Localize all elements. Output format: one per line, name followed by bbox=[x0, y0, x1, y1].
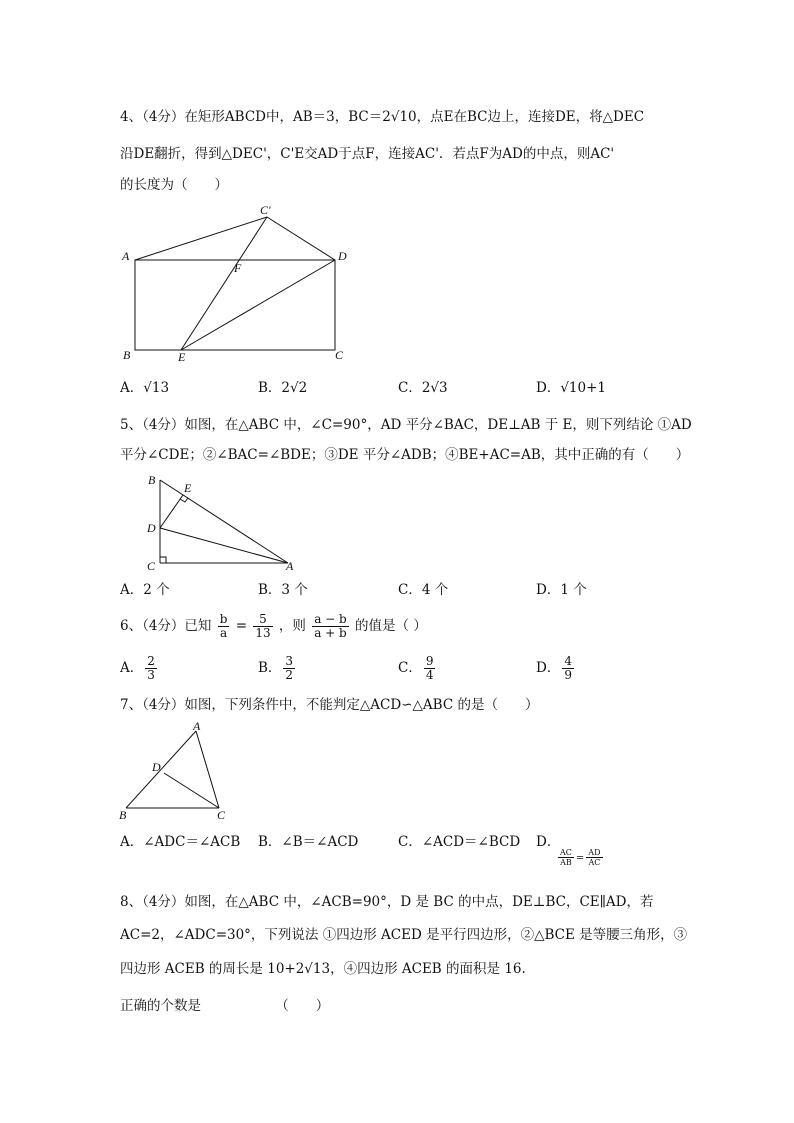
q7-option-b: B．∠B＝∠ACD bbox=[258, 834, 359, 850]
q4-option-a: A．√13 bbox=[120, 380, 170, 396]
segment-da bbox=[160, 528, 288, 563]
q6-mid: ，则 bbox=[278, 618, 306, 634]
q5-option-c: C．4 个 bbox=[398, 582, 449, 598]
label-c: C bbox=[217, 808, 226, 822]
q6-option-c bbox=[398, 651, 437, 685]
label-b: B bbox=[119, 808, 127, 822]
denominator: 3 bbox=[147, 668, 155, 682]
label-b: B bbox=[148, 473, 156, 487]
q4-option-b: B．2√2 bbox=[258, 380, 308, 396]
q6-suffix: 的值是（ ） bbox=[355, 618, 427, 634]
segment-ab bbox=[126, 731, 196, 808]
q7-option-c: C．∠ACD＝∠BCD bbox=[398, 834, 521, 850]
numerator: 5 bbox=[253, 613, 272, 627]
q7-option-d-equation bbox=[556, 845, 605, 871]
q6-prefix: 6、（4分）已知 bbox=[120, 618, 212, 634]
numerator: AC bbox=[560, 848, 572, 857]
q6-equals: = bbox=[235, 618, 248, 634]
option-label: A． bbox=[120, 660, 144, 676]
q6-option-b bbox=[258, 651, 297, 685]
label-f: F bbox=[234, 261, 242, 275]
equals: = bbox=[575, 853, 585, 864]
option-label: D． bbox=[536, 660, 561, 676]
denominator: AC bbox=[588, 858, 601, 867]
label-a: A bbox=[193, 719, 201, 733]
segment-ac-prime bbox=[135, 217, 267, 260]
numerator: a − b bbox=[314, 612, 347, 626]
q6-fraction-expression bbox=[312, 613, 349, 640]
right-angle-c bbox=[160, 557, 166, 563]
numerator: 2 bbox=[147, 654, 155, 668]
label-b: B bbox=[123, 348, 131, 362]
denominator: a bbox=[220, 626, 228, 640]
numerator: 4 bbox=[564, 654, 572, 668]
denominator: 13 bbox=[255, 626, 271, 640]
label-a: A bbox=[122, 249, 130, 263]
q5-option-a: A．2 个 bbox=[120, 582, 170, 598]
denominator: 4 bbox=[425, 668, 434, 682]
q5-option-b: B．3 个 bbox=[258, 582, 308, 598]
q6-option-d bbox=[536, 651, 576, 685]
q4-figure bbox=[118, 200, 358, 368]
q7-option-a: A．∠ADC＝∠ACB bbox=[120, 834, 241, 850]
q4-line3: 的长度为（ ） bbox=[120, 177, 228, 193]
label-c: C bbox=[147, 559, 156, 573]
denominator: 2 bbox=[285, 668, 294, 682]
q8-line4: 正确的个数是 （ ） bbox=[120, 998, 330, 1014]
q5-option-d: D．1 个 bbox=[536, 582, 587, 598]
q4-line2: 沿DE翻折，得到△DEC'，C'E交AD于点F，连接AC'．若点F为AD的中点，则AC' bbox=[120, 146, 615, 162]
numerator: 3 bbox=[285, 654, 294, 668]
segment-de bbox=[160, 495, 183, 528]
segment-dc bbox=[164, 773, 219, 808]
q6-option-a bbox=[120, 651, 159, 685]
segment-ba bbox=[160, 480, 288, 563]
numerator: 9 bbox=[425, 654, 434, 668]
segment-ed bbox=[181, 260, 335, 350]
q4-option-d: D．√10+1 bbox=[536, 380, 607, 396]
label-e: E bbox=[184, 481, 192, 495]
q6-line bbox=[120, 609, 427, 643]
q8-line3: 四边形 ACEB 的周长是 10+2√13，④四边形 ACEB 的面积是 16. bbox=[120, 961, 526, 977]
option-label: C． bbox=[398, 660, 422, 676]
q4-option-c: C．2√3 bbox=[398, 380, 448, 396]
q4-line1: 4、（4分）在矩形ABCD中，AB＝3，BC＝2√10，点E在BC边上，连接DE，将△DEC bbox=[120, 109, 645, 125]
label-d: D bbox=[152, 760, 161, 774]
q8-line1: 8、（4分）如图，在△ABC 中，∠ACB=90°，D 是 BC 的中点，DE⊥BC，CE∥AD，若 bbox=[120, 894, 654, 910]
label-a: A bbox=[286, 559, 294, 573]
label-d: D bbox=[338, 249, 347, 263]
segment-c-prime-d bbox=[267, 217, 335, 260]
q7-line1: 7、（4分）如图，下列条件中，不能判定△ACD∽△ABC 的是（ ） bbox=[120, 697, 539, 713]
denominator: a + b bbox=[314, 626, 347, 640]
denominator: AB bbox=[560, 858, 572, 867]
numerator: b bbox=[219, 612, 228, 626]
label-e: E bbox=[178, 350, 186, 364]
segment-c-prime-e bbox=[181, 217, 267, 350]
label-c: C bbox=[335, 348, 344, 362]
right-angle-e bbox=[180, 498, 188, 502]
label-d: D bbox=[147, 521, 156, 535]
numerator: AD bbox=[588, 848, 601, 857]
q5-line1: 5、（4分）如图，在△ABC 中，∠C=90°，AD 平分∠BAC，DE⊥AB 于 E，则下列结论 ①AD bbox=[120, 417, 692, 433]
q6-fraction-b-over-a bbox=[218, 613, 230, 640]
q5-figure bbox=[140, 470, 300, 576]
label-c-prime: C' bbox=[260, 203, 271, 217]
q7-option-d: D． bbox=[536, 834, 561, 850]
q7-figure bbox=[114, 718, 234, 822]
q6-fraction-5-over-13 bbox=[253, 613, 272, 640]
q5-line2: 平分∠CDE；②∠BAC=∠BDE；③DE 平分∠ADB；④BE+AC=AB，其中正确的有（ ） bbox=[120, 447, 690, 463]
denominator: 9 bbox=[564, 668, 572, 682]
segment-ac bbox=[196, 731, 219, 808]
option-label: B． bbox=[258, 660, 282, 676]
q8-line2: AC=2，∠ADC=30°，下列说法 ①四边形 ACED 是平行四边形，②△BCE 是等腰三角形，③ bbox=[120, 927, 688, 943]
